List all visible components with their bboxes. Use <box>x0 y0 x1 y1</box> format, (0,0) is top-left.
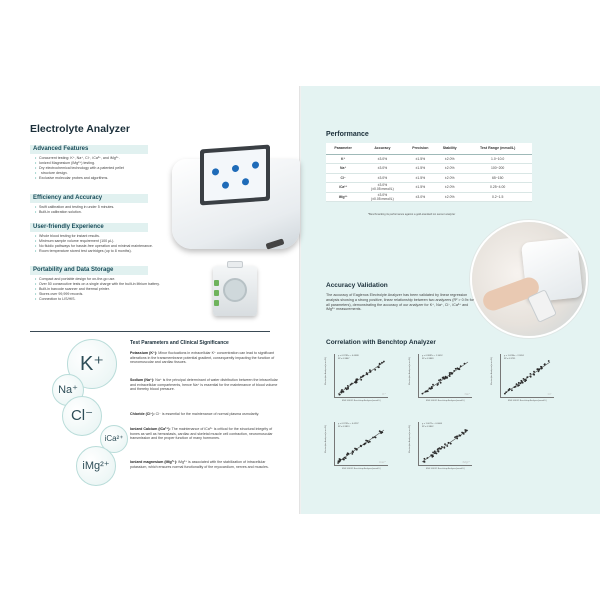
table-cell: ±1.5% <box>405 173 437 183</box>
column-header: Precision <box>405 143 437 154</box>
section-heading-advanced-features: Advanced Features <box>30 145 148 154</box>
bullet: • Dry electrochemical technology with a patented pellet <box>35 166 195 171</box>
param-magnesium <box>130 460 280 469</box>
bullet: • Swift calibration and testing in under 5 minutes. <box>35 205 195 210</box>
data-point <box>372 437 374 439</box>
table-cell: ±2.0% <box>436 183 463 193</box>
data-point <box>430 454 432 456</box>
param-text: The maintenance of iCa²⁺ is critical for the structural integrity of bones as well as hemostasis, cardiac and skeletal muscle cell contraction, neuromuscular transmission and the proper function of many hormones. <box>130 427 273 441</box>
section-heading-efficiency: Efficiency and Accuracy <box>30 194 148 203</box>
param-name: Potassium (K⁺): <box>130 351 158 355</box>
data-point <box>530 376 532 378</box>
data-point <box>526 376 528 378</box>
data-point <box>347 385 349 387</box>
table-row <box>326 192 532 202</box>
data-point <box>463 433 465 435</box>
bullet: • Room temperature stored test cartridges (up to 8 months). <box>35 249 195 254</box>
data-point <box>369 371 371 373</box>
plot-points <box>334 354 388 398</box>
data-point <box>536 368 538 370</box>
section-heading-user-friendly: User-friendly Experience <box>30 223 148 232</box>
scatter-plot <box>410 352 474 406</box>
data-point <box>381 362 383 364</box>
bullet: • No fluidic pathways for hassle-free operation and minimal maintenance. <box>35 244 195 249</box>
table-cell: ±2.0% <box>436 154 463 164</box>
table-row <box>326 164 532 174</box>
r-squared: R² = 0.9813 <box>338 425 350 428</box>
table-row <box>326 154 532 164</box>
data-point <box>464 363 466 365</box>
cartridge-cap <box>227 261 243 268</box>
cartridge-indicator <box>214 300 219 306</box>
table-cell: ±3.0% <box>360 173 404 183</box>
plot-points <box>500 354 554 398</box>
data-point <box>520 380 522 382</box>
data-point <box>445 376 447 378</box>
data-point <box>377 366 379 368</box>
data-point <box>427 457 429 459</box>
param-potassium <box>130 351 280 365</box>
param-text: Cl⁻ is essential for the maintenance of normal plasma osmolarity. <box>155 412 260 416</box>
r-squared: R² = 0.9869 <box>422 357 434 360</box>
param-chloride <box>130 412 280 417</box>
plot-points <box>418 422 472 466</box>
cartridge-indicator <box>214 290 219 296</box>
param-sodium <box>130 378 280 392</box>
table-row <box>326 173 532 183</box>
data-point <box>351 453 353 455</box>
data-point <box>450 443 452 445</box>
data-point <box>520 383 522 385</box>
data-point <box>453 370 455 372</box>
bullet: • Minimum sample volume requirement (100 μL). <box>35 239 195 244</box>
column-header: Stability <box>436 143 463 154</box>
data-point <box>533 374 535 376</box>
table-cell: ±1.5% <box>405 164 437 174</box>
table-body <box>326 154 532 202</box>
data-point <box>508 389 510 391</box>
data-point <box>505 391 507 393</box>
data-point <box>369 441 371 443</box>
data-point <box>360 376 362 378</box>
data-point <box>360 379 362 381</box>
data-point <box>511 389 513 391</box>
data-point <box>432 452 434 454</box>
data-point <box>461 432 463 434</box>
portability-list <box>35 277 195 302</box>
data-point <box>347 453 349 455</box>
data-point <box>538 368 540 370</box>
plot-y-label: Electrolyte Analyzer(mmol/L) <box>324 357 327 385</box>
cartridge-window <box>223 278 247 302</box>
data-point <box>540 368 542 370</box>
regression-equation: y = 1.0071x - 0.0064 <box>422 423 443 425</box>
test-cartridge-image <box>213 266 257 316</box>
r-squared: R² = 0.9751 <box>504 357 516 360</box>
data-point <box>460 365 462 367</box>
data-point <box>464 429 466 431</box>
device-screen <box>200 145 270 206</box>
bullet: • Built-in calibration solution. <box>35 210 195 215</box>
data-point <box>446 445 448 447</box>
data-point <box>339 458 341 460</box>
scatter-plot <box>326 420 390 474</box>
cartridge-indicator <box>214 280 219 286</box>
data-point <box>422 393 424 395</box>
data-point <box>449 375 451 377</box>
data-point <box>369 369 371 371</box>
bullet: • Built-in barcode scanner and thermal printer. <box>35 287 195 292</box>
data-point <box>375 437 377 439</box>
section-heading-portability: Portability and Data Storage <box>30 266 148 275</box>
table-cell: ±3.0% <box>405 192 437 202</box>
plot-ion-tag: Cl⁻ <box>547 392 552 396</box>
data-point <box>356 449 358 451</box>
table-cell: ±3.0% <box>360 154 404 164</box>
params-title: Test Parameters and Clinical Significance <box>130 340 229 346</box>
data-point <box>456 435 458 437</box>
data-point <box>341 389 343 391</box>
data-point <box>544 364 546 366</box>
bullet: • Concurrent testing: K⁺, Na⁺, Cl⁻, iCa²⁺, and iMg²⁺. <box>35 156 195 161</box>
data-point <box>347 388 349 390</box>
data-point <box>444 447 446 449</box>
param-name: Sodium (Na⁺): <box>130 378 155 382</box>
bullet: • Whole blood testing for instant results. <box>35 234 195 239</box>
regression-equation: y = 0.9731x + 0.0297 <box>338 423 359 425</box>
data-point <box>440 379 442 381</box>
plot-x-label: EML100/61 Benchtop Analyzer(mmol/L) <box>426 400 465 402</box>
data-point <box>354 448 356 450</box>
ion-bubble-sodium: Na⁺ <box>52 374 84 406</box>
table-cell: ±3.0% (±0.05 mmol/L) <box>360 183 404 193</box>
data-point <box>424 458 426 460</box>
data-point <box>356 381 358 383</box>
plot-points <box>334 422 388 466</box>
table-cell: Na⁺ <box>326 164 360 174</box>
column-header: Parameter <box>326 143 360 154</box>
plot-ion-tag: iMg²⁺ <box>462 460 470 464</box>
plot-ion-tag: Na⁺ <box>464 392 470 396</box>
hands-cartridge-photo <box>470 220 588 338</box>
data-point <box>441 446 443 448</box>
ion-bubble-magnesium: iMg²⁺ <box>76 446 116 486</box>
data-point <box>345 387 347 389</box>
param-name: Ionized Calcium (iCa²⁺): <box>130 427 171 431</box>
data-point <box>423 461 425 463</box>
scatter-plot <box>410 420 474 474</box>
data-point <box>383 361 385 363</box>
table-cell: 1.0~10.0 <box>463 154 532 164</box>
regression-line <box>422 430 468 462</box>
data-point <box>437 448 439 450</box>
data-point <box>360 445 362 447</box>
page-title: Electrolyte Analyzer <box>30 123 130 135</box>
plot-x-label: EML100/61 Benchtop Analyzer(mmol/L) <box>342 468 381 470</box>
scatter-plot <box>492 352 556 406</box>
table-cell: 0.25~4.00 <box>463 183 532 193</box>
ion-bubble-chloride: Cl⁻ <box>62 396 102 436</box>
data-point <box>365 440 367 442</box>
data-point <box>522 382 524 384</box>
bullet: • Exclusive molecular probes and algorithms. <box>35 176 195 181</box>
plot-ion-tag: K⁺ <box>382 392 386 396</box>
param-text: Minor fluctuations in extracellular K⁺ concentration can lead to significant alterations in the transmembrane potential gradient, consequently impacting the function of neuromuscular and cardiac tissues. <box>130 351 275 365</box>
plot-ion-tag: iCa²⁺ <box>378 460 386 464</box>
data-point <box>518 384 520 386</box>
data-point <box>437 383 439 385</box>
column-header: Accuracy <box>360 143 404 154</box>
data-point <box>366 374 368 376</box>
data-point <box>465 431 467 433</box>
accuracy-title: Accuracy Validation <box>326 282 388 289</box>
screen-button-icon <box>232 165 239 172</box>
plot-y-label: Electrolyte Analyzer(mmol/L) <box>408 425 411 453</box>
plot-y-label: Electrolyte Analyzer(mmol/L) <box>324 425 327 453</box>
screen-button-icon <box>252 161 259 168</box>
regression-equation: y = 0.9791x + 0.0588 <box>338 355 359 357</box>
data-point <box>533 371 535 373</box>
device-screen-display <box>204 149 266 201</box>
table-cell: K⁺ <box>326 154 360 164</box>
plot-y-label: Electrolyte Analyzer(mmol/L) <box>490 357 493 385</box>
table-cell: 100~200 <box>463 164 532 174</box>
bullet: • Ionized Magnesium (iMg²⁺) testing. <box>35 161 195 166</box>
data-point <box>530 373 532 375</box>
table-cell: iCa²⁺ <box>326 183 360 193</box>
table-cell: 65~150 <box>463 173 532 183</box>
plot-y-label: Electrolyte Analyzer(mmol/L) <box>408 357 411 385</box>
data-point <box>362 376 364 378</box>
data-point <box>380 431 382 433</box>
ion-bubble-calcium: iCa²⁺ <box>100 425 128 453</box>
data-point <box>446 377 448 379</box>
table-row <box>326 183 532 193</box>
plot-x-label: EML100/61 Benchtop Analyzer(mmol/L) <box>426 468 465 470</box>
param-name: Ionized magnesium (iMg²⁺): <box>130 460 178 464</box>
data-point <box>431 387 433 389</box>
data-point <box>432 384 434 386</box>
data-point <box>459 435 461 437</box>
data-point <box>429 387 431 389</box>
data-point <box>337 462 339 464</box>
data-point <box>450 372 452 374</box>
table-cell: Cl⁻ <box>326 173 360 183</box>
table-cell: ±3.0% (±0.05 mmol/L) <box>360 192 404 202</box>
table-cell: ±3.0% <box>360 164 404 174</box>
bullet: • Compact and portable design for on-the-go use. <box>35 277 195 282</box>
plot-x-label: EML100/61 Benchtop Analyzer(mmol/L) <box>342 400 381 402</box>
scatter-plot <box>326 352 390 406</box>
plot-points <box>418 354 472 398</box>
data-point <box>518 382 520 384</box>
data-point <box>444 443 446 445</box>
table-header-row <box>326 143 532 154</box>
param-name: Chloride (Cl⁻): <box>130 412 155 416</box>
data-point <box>449 374 451 376</box>
regression-equation: y = 0.9897x + 1.5052 <box>422 355 443 357</box>
data-point <box>434 451 436 453</box>
page-fold <box>299 86 301 514</box>
performance-table <box>326 143 532 202</box>
table-footnote: *Benchmarking its performance against a gold-standard ion sensor analyzer <box>368 213 456 216</box>
data-point <box>343 459 345 461</box>
table-cell: ±2.0% <box>436 164 463 174</box>
table-cell: iMg²⁺ <box>326 192 360 202</box>
table-cell: ±2.0% <box>436 192 463 202</box>
data-point <box>440 382 442 384</box>
data-point <box>458 368 460 370</box>
data-point <box>436 453 438 455</box>
regression-equation: y = 1.0234x - 2.3051 <box>504 355 525 357</box>
screen-button-icon <box>212 168 219 175</box>
bullet: • Over 50 consecutive tests on a single charge with the built-in lithium battery. <box>35 282 195 287</box>
data-point <box>341 392 343 394</box>
r-squared: R² = 0.9802 <box>422 425 434 428</box>
data-point <box>455 368 457 370</box>
table-cell: ±2.0% <box>436 173 463 183</box>
data-point <box>352 451 354 453</box>
param-calcium <box>130 427 280 441</box>
data-point <box>425 391 427 393</box>
accuracy-text: The accuracy of Eaglenos Electrolyte Analyzer has been validated by linear regression analysis showing a strong positive, linear relationship between two analyzers (R² > 0.9x for all parameters), demonstrating the accuracy of our analyzer for K⁺, Na⁺, Cl⁻, iCa²⁺ and iMg²⁺ measurements. <box>326 293 474 312</box>
data-point <box>456 438 458 440</box>
r-squared: R² = 0.9867 <box>338 357 350 360</box>
data-point <box>524 380 526 382</box>
data-point <box>344 457 346 459</box>
data-point <box>444 378 446 380</box>
table-cell: ±1.5% <box>405 183 437 193</box>
data-point <box>339 394 341 396</box>
data-point <box>438 451 440 453</box>
data-point <box>350 384 352 386</box>
column-header: Test Range (mmol/L) <box>463 143 532 154</box>
data-point <box>515 386 517 388</box>
param-text: Na⁺ is the principal determinant of water distribution between the intracellular and extracellular compartments, hence Na⁺ is essential for the maintenance of blood volume and thereby blood pressure. <box>130 378 278 392</box>
bullet: • structure design. <box>35 171 195 176</box>
correlation-title: Correlation with Benchtop Analyzer <box>326 339 436 346</box>
data-point <box>363 444 365 446</box>
ion-bubble-potassium: K⁺ <box>67 339 117 389</box>
data-point <box>516 383 518 385</box>
screen-button-icon <box>242 178 249 185</box>
param-text: iMg²⁺ is associated with the stabilization of intracellular potassium, which ensures normal functionality of the myocardium, nerves and muscles. <box>130 460 269 469</box>
plot-x-label: EML100/61 Benchtop Analyzer(mmol/L) <box>508 400 547 402</box>
screen-button-icon <box>222 181 229 188</box>
data-point <box>356 380 358 382</box>
bullet: • Connection to LIS/HIS. <box>35 297 195 302</box>
bullet: • Stores over 99,999 records. <box>35 292 195 297</box>
data-point <box>548 360 550 362</box>
data-point <box>540 366 542 368</box>
section-divider <box>30 331 270 332</box>
data-point <box>448 442 450 444</box>
table-cell: 0.2~1.5 <box>463 192 532 202</box>
table-cell: ±1.5% <box>405 154 437 164</box>
data-point <box>374 369 376 371</box>
performance-title: Performance <box>326 131 369 138</box>
analyzer-device-image <box>158 145 298 255</box>
data-point <box>504 393 506 395</box>
data-point <box>379 363 381 365</box>
